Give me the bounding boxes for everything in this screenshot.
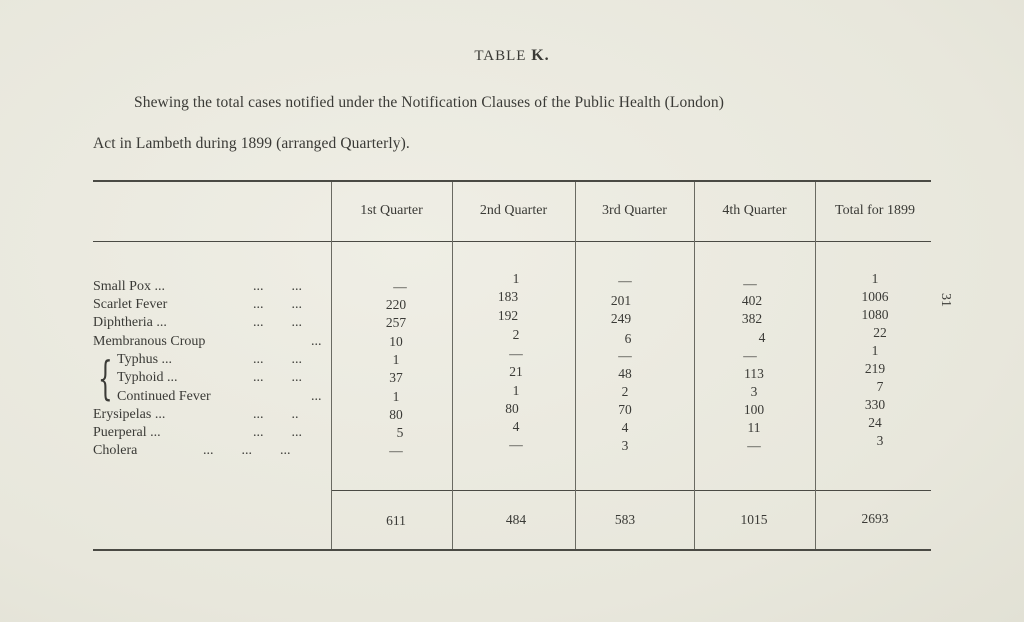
table-cell: 7	[876, 379, 884, 394]
row-leader-dots: ... ..	[253, 407, 299, 422]
column-header: 1st Quarter	[360, 203, 423, 218]
row-leader-dots: ... ...	[253, 279, 302, 294]
column-divider	[815, 182, 816, 549]
row-label	[117, 370, 302, 386]
table-cell: 330	[864, 397, 886, 412]
table-cell: 4	[758, 330, 766, 345]
table-cell: —	[743, 276, 757, 291]
table-cell: —	[618, 273, 632, 288]
table-cell: —	[743, 348, 757, 363]
row-label	[93, 315, 302, 331]
total-cell: 583	[614, 512, 636, 527]
table-cell: 2	[621, 384, 629, 399]
row-label-text: Erysipelas ...	[93, 407, 166, 422]
table-cell: 220	[385, 297, 407, 312]
row-label	[93, 443, 291, 459]
table-cell: 4	[512, 419, 520, 434]
row-label-text: Scarlet Fever	[93, 297, 168, 312]
row-label	[93, 297, 302, 313]
row-label-text: Membranous Croup	[93, 334, 206, 349]
table-cell: —	[509, 437, 523, 452]
row-label	[117, 352, 302, 368]
column-header: 4th Quarter	[722, 203, 787, 218]
description-line-2: Act in Lambeth during 1899 (arranged Quarterly).	[93, 135, 410, 152]
table-cell: —	[389, 443, 403, 458]
table-cell: 1	[871, 343, 879, 358]
row-label	[117, 389, 322, 405]
row-leader-dots: ... ...	[253, 370, 302, 385]
table-cell: 10	[389, 334, 403, 349]
row-leader-dots: ... ...	[253, 297, 302, 312]
column-header: 2nd Quarter	[479, 203, 548, 218]
row-label-text: Continued Fever	[117, 389, 211, 404]
table-cell: 100	[743, 402, 765, 417]
column-divider	[694, 182, 695, 549]
table-cell: 11	[747, 420, 761, 435]
table-cell: —	[618, 348, 632, 363]
table-cell: 201	[610, 293, 632, 308]
table-cell: 4	[621, 420, 629, 435]
table-cell: 1080	[861, 307, 889, 322]
total-cell: 1015	[740, 512, 768, 527]
row-label	[93, 425, 302, 441]
column-header: Total for 1899	[835, 203, 915, 218]
table-cell: 113	[744, 366, 764, 381]
table-cell: 5	[396, 425, 404, 440]
table-cell: 402	[741, 293, 763, 308]
column-divider	[331, 182, 332, 549]
row-leader-dots: ... ...	[253, 425, 302, 440]
table-header-rule	[93, 241, 931, 242]
column-divider	[452, 182, 453, 549]
table-cell: 80	[389, 407, 403, 422]
row-label-text: Diphtheria ...	[93, 315, 167, 330]
table-cell: 257	[385, 315, 407, 330]
table-title	[0, 47, 1024, 65]
table-cell: 37	[389, 370, 403, 385]
table-cell: —	[393, 279, 407, 294]
row-leader-dots: ... ...	[253, 315, 302, 330]
table-cell: 22	[873, 325, 887, 340]
table-cell: 3	[750, 384, 758, 399]
table-cell: 6	[624, 331, 632, 346]
total-cell: 484	[505, 512, 527, 527]
table-cell: 249	[610, 311, 632, 326]
table-cell: 1	[512, 383, 520, 398]
row-leader-dots: ...	[311, 389, 322, 404]
table-cell: 2	[512, 327, 520, 342]
table-bottom-rule	[93, 549, 931, 551]
table-cell: 382	[741, 311, 763, 326]
description-line-1: Shewing the total cases notified under the Notification Clauses of the Public Health (London)	[134, 94, 724, 111]
table-cell: 3	[621, 438, 629, 453]
row-label-text: Typhoid ...	[117, 370, 178, 385]
table-total-rule	[331, 490, 931, 491]
table-cell: 21	[509, 364, 523, 379]
table-cell: 3	[876, 433, 884, 448]
row-label-text: Cholera	[93, 443, 138, 458]
column-header: 3rd Quarter	[602, 203, 667, 218]
table-cell: 183	[497, 289, 519, 304]
row-label-text: Small Pox ...	[93, 279, 165, 294]
row-label	[93, 407, 299, 423]
row-label-text: Typhus ...	[117, 352, 173, 367]
total-cell: 2693	[861, 511, 889, 526]
table-title-prefix: TABLE	[474, 48, 527, 64]
table-cell: 1	[392, 389, 400, 404]
row-label-text: Puerperal ...	[93, 425, 161, 440]
table-cell: 48	[618, 366, 632, 381]
table-cell: 70	[618, 402, 632, 417]
page-number: 31	[938, 293, 953, 307]
table-cell: —	[747, 438, 761, 453]
table-cell: 24	[868, 415, 882, 430]
table-cell: 1	[392, 352, 400, 367]
fever-group-brace: {	[98, 351, 113, 405]
row-leader-dots: ... ... ...	[203, 443, 291, 458]
table-cell: 1006	[861, 289, 889, 304]
row-leader-dots: ... ...	[253, 352, 302, 367]
table-cell: 1	[512, 271, 520, 286]
table-top-rule	[93, 180, 931, 182]
row-label	[93, 334, 322, 350]
table-cell: 219	[864, 361, 886, 376]
table-cell: 80	[505, 401, 519, 416]
row-label	[93, 279, 302, 295]
total-cell: 611	[386, 513, 406, 528]
table-cell: —	[509, 346, 523, 361]
table-cell: 1	[871, 271, 879, 286]
table-cell: 192	[497, 308, 519, 323]
table-title-letter: K.	[531, 47, 550, 64]
row-leader-dots: ...	[311, 334, 322, 349]
